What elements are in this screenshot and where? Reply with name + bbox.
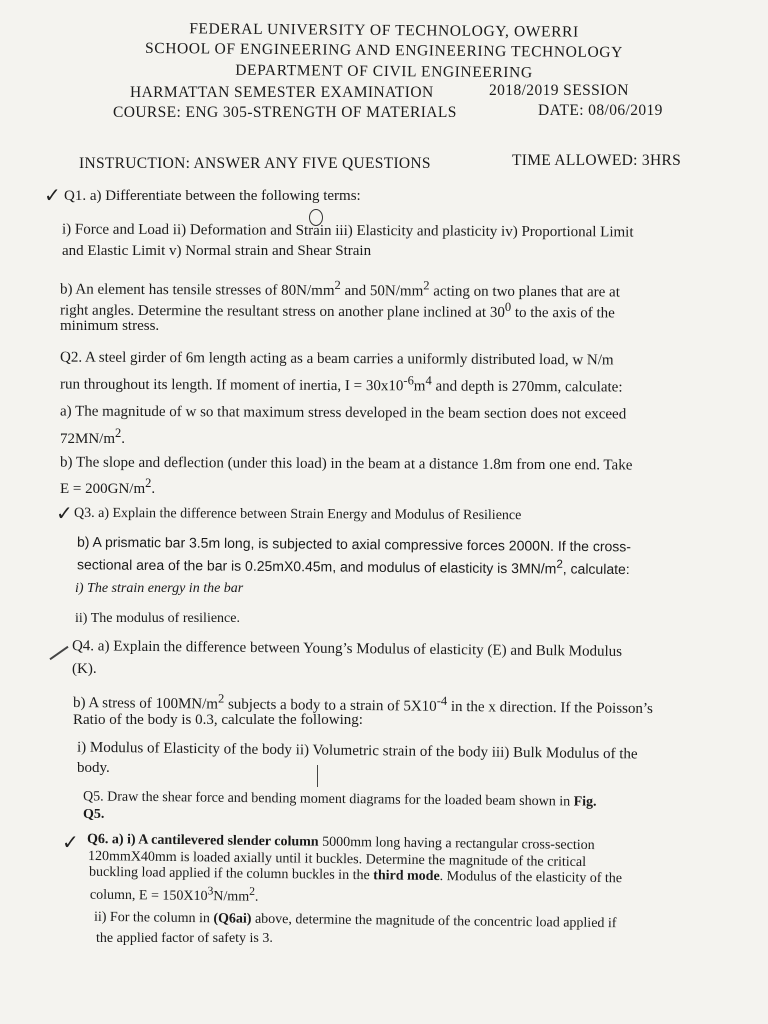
q2-part-b-line1: b) The slope and deflection (under this load) in the beam at a distance 1.8m from one end. Take — [59, 454, 633, 474]
exam-date: DATE: 08/06/2019 — [538, 102, 663, 119]
q1-part-b-line1: b) An element has tensile stresses of $80N/mm^2$ and $50N/mm^2$ acting on two planes that are at — [59, 277, 620, 301]
university-name: FEDERAL UNIVERSITY OF TECHNOLOGY, OWERRI — [189, 20, 579, 41]
school-name: SCHOOL OF ENGINEERING AND ENGINEERING TECHNOLOGY — [145, 39, 623, 62]
pen-stroke-mark — [317, 765, 318, 787]
q4-part-b-line1: b) A stress of $100MN/m^2$ subjects a body to a strain of $5X10^{-4}$ in the x direction. If the Poisson’s — [72, 691, 654, 718]
q1-part-b-line2: right angles. Determine the resultant stress on another plane inclined at $30^0$ to the axis of the — [59, 299, 615, 322]
q6-part-a-line1: Q6. a) i) A cantilevered slender column 5000mm long having a rectangular cross-section — [86, 831, 595, 854]
department-name: DEPARTMENT OF CIVIL ENGINEERING — [235, 61, 533, 82]
course-title: COURSE: ENG 305-STRENGTH OF MATERIALS — [113, 104, 457, 121]
q3-number: Q3. — [73, 505, 95, 521]
time-allowed: TIME ALLOWED: 3HRS — [512, 152, 681, 169]
q1-terms-line2: and Elastic Limit v) Normal strain and Shear Strain — [62, 243, 372, 259]
q1-number: Q1. — [64, 188, 87, 204]
q2-line1: Q2. A steel girder of 6m length acting as a beam carries a uniformly distributed load, w N/m — [59, 349, 614, 369]
q6-part-ii-line1: ii) For the column in (Q6ai) above, determine the magnitude of the concentric load applied if — [93, 909, 617, 932]
q3-part-b-line2: sectional area of the bar is 0.25mX0.45m, and modulus of elasticity is $3MN/m^2$, calculate: — [76, 556, 630, 578]
q6-part-a-line4: column, $E = 150X10^3N/mm^2$. — [89, 884, 259, 905]
q3-item-i: i) The strain energy in the bar — [75, 581, 244, 596]
q3-item-ii: ii) The modulus of resilience. — [75, 611, 240, 626]
q3-part-b-line1: b) A prismatic bar 3.5m long, is subjected to axial compressive forces 2000N. If the cross- — [76, 533, 632, 555]
instruction-text: INSTRUCTION: ANSWER ANY FIVE QUESTIONS — [79, 155, 431, 172]
q2-part-a-line1: a) The magnitude of w so that maximum stress developed in the beam section does not exceed — [59, 403, 627, 423]
q2-part-a-line2: $72MN/m^2$. — [60, 426, 126, 447]
q1-part-a: Q1. a) Differentiate between the following terms: — [64, 188, 361, 204]
q4-part-b-line2: Ratio of the body is 0.3, calculate the following: — [73, 712, 363, 728]
q3-part-a: Q3. a) Explain the difference between Strain Energy and Modulus of Resilience — [73, 505, 522, 524]
check-mark-icon: ✓ — [56, 501, 73, 525]
q4-part-c-line1: i) Modulus of Elasticity of the body ii) Volumetric strain of the body iii) Bulk Modulus of the — [76, 739, 638, 763]
q6-part-a-line3: buckling load applied if the column buckles in the third mode. Modulus of the elasticity of the — [88, 864, 623, 887]
q4-part-a-line2: (K). — [72, 661, 97, 677]
pen-stroke-mark — [49, 646, 68, 660]
q2-part-b-line2: $E = 200GN/m^2$. — [60, 476, 156, 497]
q4-part-c-line2: body. — [77, 760, 110, 776]
q4-part-a-line1: Q4. a) Explain the difference between Young’s Modulus of elasticity (E) and Bulk Modulus — [71, 638, 623, 660]
q5-line1: Q5. Draw the shear force and bending moment diagrams for the loaded beam shown in Fig. — [82, 789, 597, 810]
check-mark-icon: ✓ — [62, 830, 79, 854]
q1-terms-line1: i) Force and Load ii) Deformation and Strain iii) Elasticity and plasticity iv) Proportional Limit — [61, 221, 634, 241]
q1-part-b-line3: minimum stress. — [60, 318, 160, 334]
q6-part-a-line2: 120mmX40mm is loaded axially until it buckles. Determine the magnitude of the critical — [87, 848, 587, 871]
q2-line2: run throughout its length. If moment of inertia, $I = 30x10^{-6}m^4$ and depth is 270mm, calculate: — [59, 373, 623, 396]
exam-title: HARMATTAN SEMESTER EXAMINATION — [130, 84, 434, 101]
q6-part-ii-line2: the applied factor of safety is 3. — [96, 931, 273, 946]
exam-session: 2018/2019 SESSION — [489, 82, 629, 99]
q5-line2: Q5. — [83, 807, 105, 822]
check-mark-icon: ✓ — [44, 183, 61, 207]
